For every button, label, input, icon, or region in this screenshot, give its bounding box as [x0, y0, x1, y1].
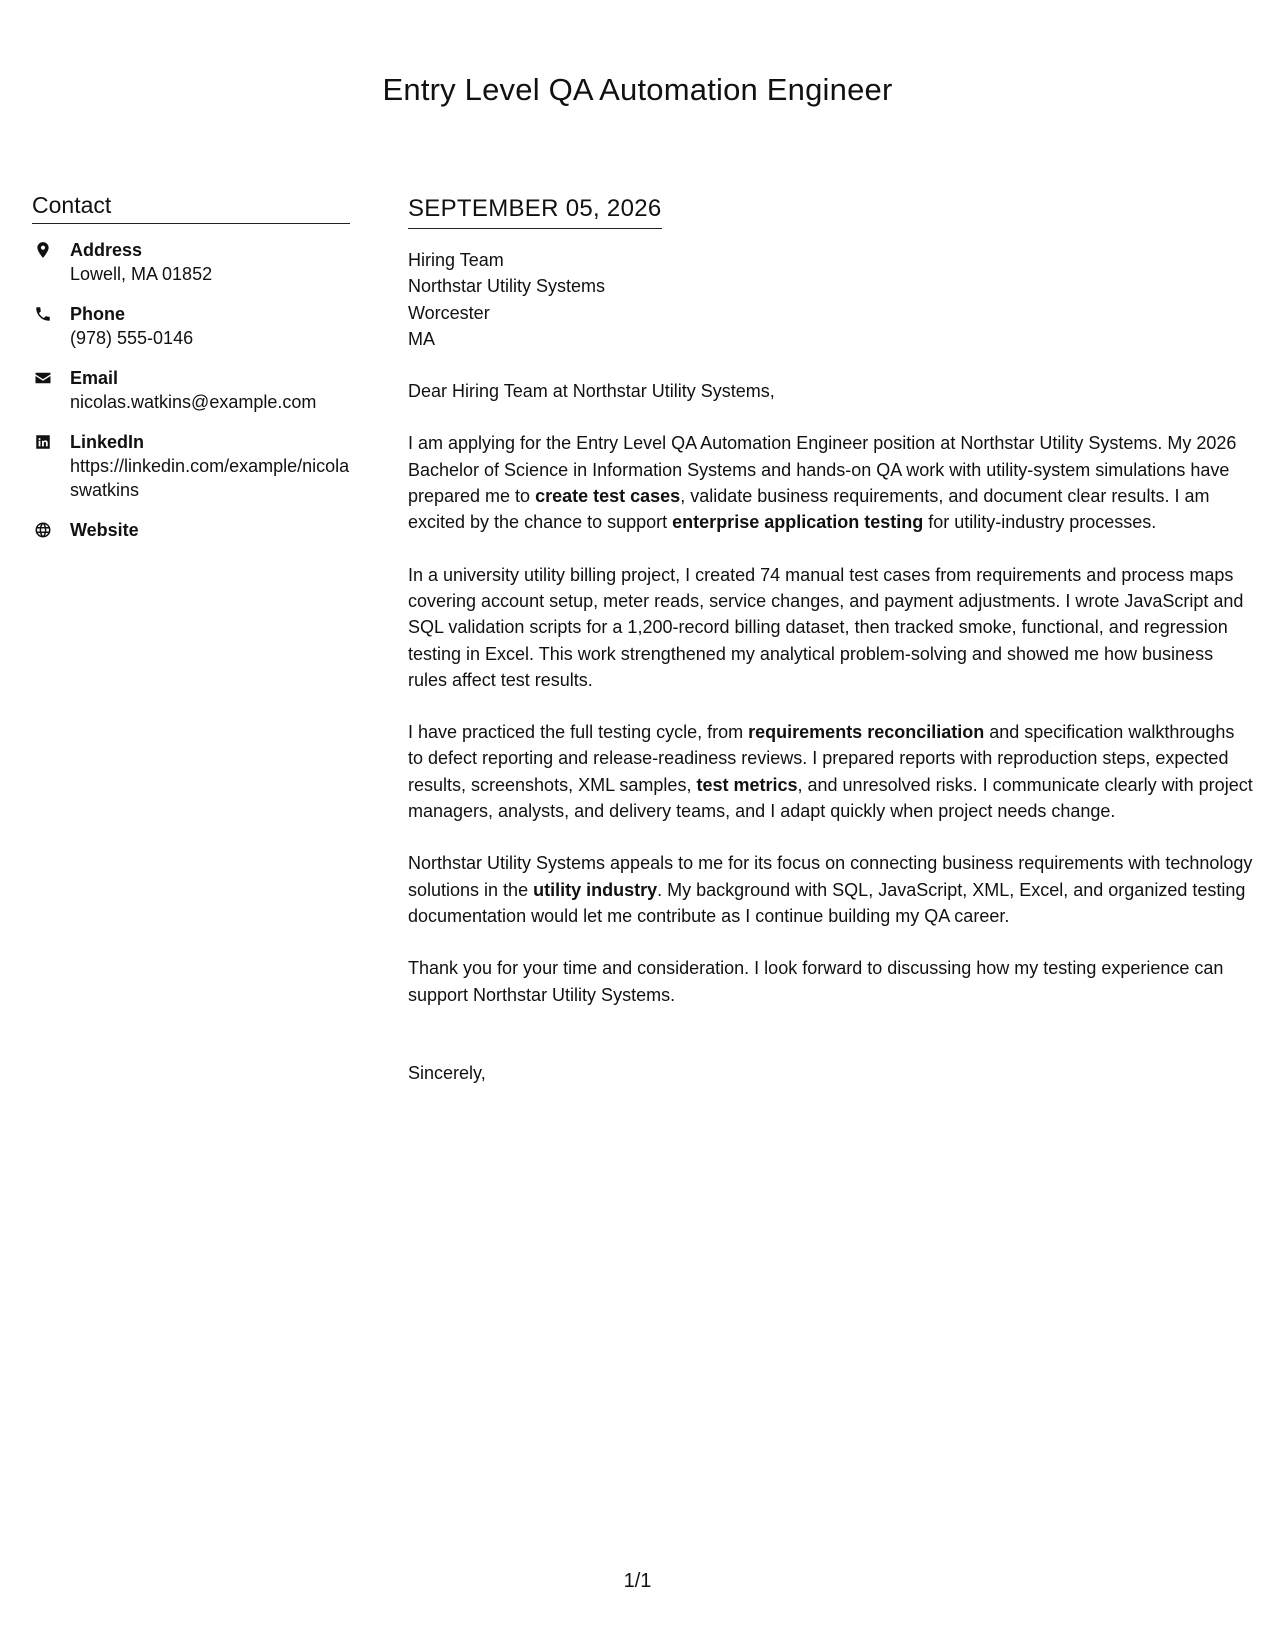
paragraph-text: Northstar Utility Systems appeals to me for its focus on connecting business requirements with technology solutions in the	[408, 853, 1253, 900]
contact-sidebar	[32, 192, 350, 558]
globe-icon	[34, 518, 58, 541]
paragraph-text: Thank you for your time and consideration. I look forward to discussing how my testing experience can support Northstar Utility Systems.	[408, 958, 1224, 1005]
paragraph-keyword: requirements reconciliation	[748, 722, 985, 743]
contact-item-phone	[32, 302, 350, 350]
recipient-block	[408, 247, 1254, 352]
paragraph-text: . My background with SQL, JavaScript, XML, Excel, and organized testing documentation would let me contribute as I continue building my QA career.	[408, 879, 1246, 926]
contact-label-email: Email	[70, 368, 119, 388]
document-title: Entry Level QA Automation Engineer	[382, 72, 893, 107]
letter-body	[408, 194, 1254, 1104]
contact-item-email	[32, 366, 350, 414]
envelope-icon	[34, 366, 58, 389]
contact-label-website: Website	[70, 520, 139, 540]
body-paragraph	[408, 430, 1254, 535]
recipient-line: Northstar Utility Systems	[408, 276, 606, 297]
paragraph-text: and specification walkthroughs to defect reporting and release-readiness reviews. I prepared reports with reproduction steps, expected results, screenshots, XML samples,	[408, 722, 1235, 795]
contact-value-phone: (978) 555-0146	[70, 328, 194, 348]
paragraph-text: I have practiced the full testing cycle, from	[408, 722, 749, 743]
paragraph-text: , validate business requirements, and document clear results. I am excited by the chance to support	[408, 486, 1210, 533]
phone-icon	[34, 302, 58, 325]
contact-value-email[interactable]: nicolas.watkins@example.com	[70, 392, 317, 412]
letter-date: SEPTEMBER 05, 2026	[408, 194, 662, 229]
contact-item-website	[32, 518, 350, 542]
contact-label-address: Address	[70, 240, 143, 260]
contact-item-address	[32, 238, 350, 286]
recipient-line: Hiring Team	[408, 250, 504, 270]
paragraph-keyword: test metrics	[696, 774, 798, 795]
recipient-line: MA	[408, 328, 435, 349]
linkedin-icon	[34, 430, 58, 453]
contact-heading: Contact	[32, 192, 350, 224]
paragraph-text: I am applying for the Entry Level QA Automation Engineer position at Northstar Utility Systems. My 2026 Bachelor of Science in Information Systems and hands-on QA work with utility-system simulations have prepared me to	[408, 433, 1237, 507]
paragraph-keyword: enterprise application testing	[672, 512, 924, 533]
contact-label-phone: Phone	[70, 304, 126, 324]
map-pin-icon	[34, 238, 58, 261]
paragraph-text: In a university utility billing project, I created 74 manual test cases from requirements and process maps covering account setup, meter reads, service changes, and payment adjustments. I wrote JavaScript and SQL validation scripts for a 1,200-record billing dataset, then tracked smoke, functional, and regression testing in Excel. This work strengthened my analytical problem-solving and showed me how business rules affect test results.	[408, 564, 1244, 690]
salutation: Dear Hiring Team at Northstar Utility Systems,	[408, 381, 775, 402]
recipient-line: Worcester	[408, 302, 490, 323]
contact-value-linkedin[interactable]: https://linkedin.com/example/nicolaswatkins	[70, 456, 350, 500]
contact-item-linkedin	[32, 430, 350, 502]
paragraph-text: for utility-industry processes.	[923, 512, 1157, 533]
contact-label-linkedin: LinkedIn	[70, 432, 145, 452]
body-paragraph	[408, 955, 1254, 1008]
closing: Sincerely,	[408, 1062, 486, 1083]
body-paragraph	[408, 719, 1254, 824]
body-paragraph	[408, 562, 1254, 693]
paragraph-keyword: create test cases	[535, 486, 681, 507]
contact-value-address: Lowell, MA 01852	[70, 264, 213, 284]
paragraph-keyword: utility industry	[533, 879, 658, 900]
body-paragraph	[408, 850, 1254, 929]
paragraph-text: , and unresolved risks. I communicate clearly with project managers, analysts, and delivery teams, and I adapt quickly when project needs change.	[408, 774, 1253, 822]
page-number: 1/1	[623, 1570, 652, 1592]
